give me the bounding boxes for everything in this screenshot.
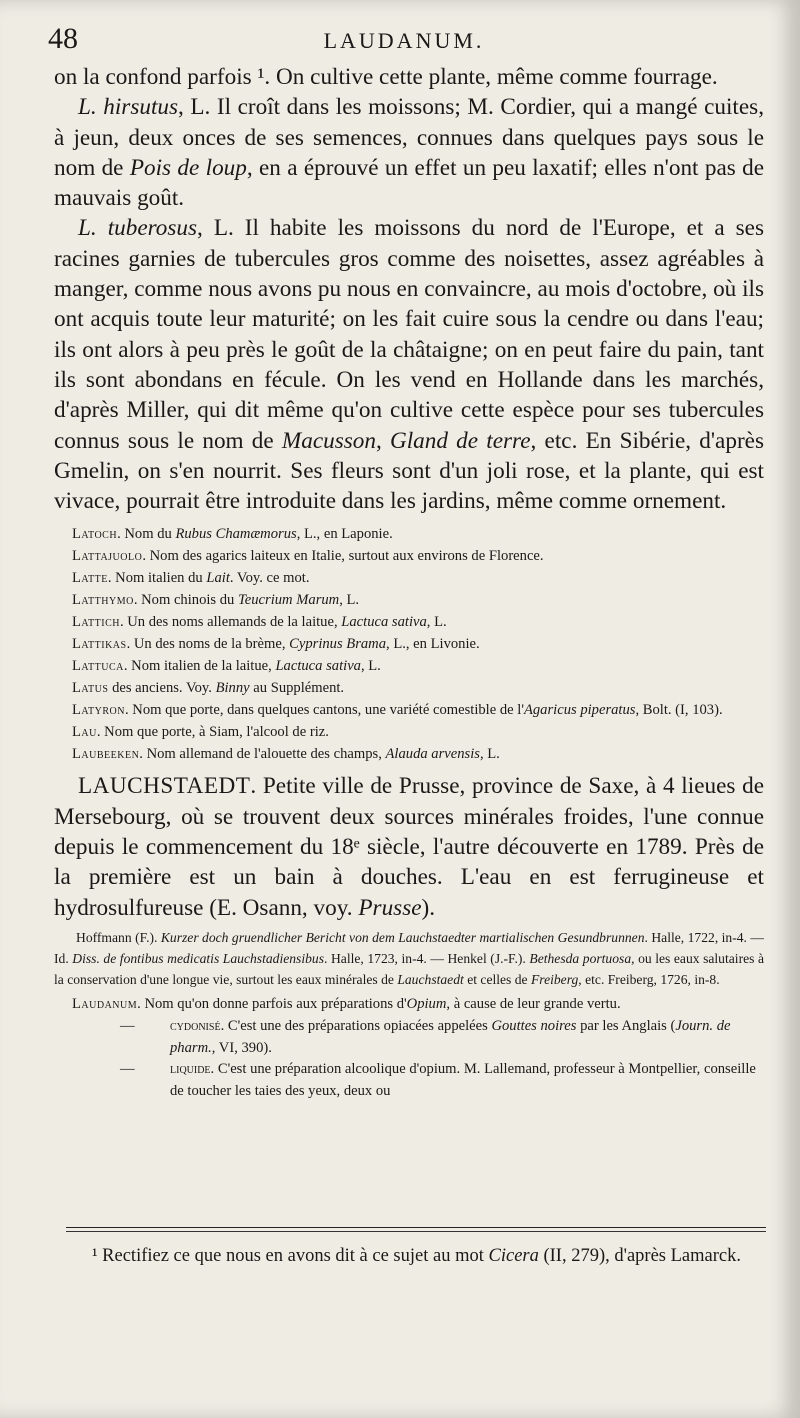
entry-italic: Cyprinus Brama (289, 635, 387, 652)
entry-hirsutus-name: L. hirsutus (78, 94, 178, 121)
entry-laudanum-text: . Nom qu'on donne parfois aux préparations d' (137, 995, 407, 1012)
page-number: 48 (48, 22, 78, 55)
entry-text: . Nom italien du (107, 570, 207, 587)
entry-text: . Nom que porte, dans quelques cantons, une variété comestible de l' (124, 701, 524, 718)
subentry-text: . C'est une des préparations opiacées appelées (220, 1017, 492, 1034)
entry-italic: Alauda arvensis (385, 745, 480, 762)
footnote-italic: Cicera (488, 1246, 539, 1266)
ref-text: et celles de (463, 971, 531, 987)
bibliography (54, 927, 764, 990)
footnote-text: ¹ Rectifiez ce que nous en avons dit à ce sujet au mot (92, 1246, 489, 1266)
entry-hirsutus-text2: , en a éprouvé un effet un peu laxatif; elles n'ont pas de mauvais goût. (54, 154, 764, 212)
ref-title: Bethesda portuosa (529, 950, 632, 966)
page-body (54, 62, 764, 1103)
small-entry (72, 590, 764, 612)
small-entry (72, 656, 764, 678)
entry-tuberosus-text2: , etc. En Sibérie, d'après Gmelin, on s'en nourrit. Ses fleurs sont d'un joli rose, et la plante, qui est vivace, pourrait être introduite dans les jardins, même comme ornement. (54, 427, 764, 515)
entry-headword: Lattajuolo (72, 548, 143, 565)
ref-title: Diss. de fontibus medicatis Lauchstadiensibus (72, 950, 325, 966)
footnote (66, 1242, 786, 1270)
ref-text: . Halle, 1723, in-4. — Henkel (J.-F.). (324, 950, 530, 966)
subentry-italic: Gouttes noires (491, 1017, 577, 1034)
entry-italic: Teucrium Marum (238, 592, 340, 609)
subentry-headword: liquide (170, 1061, 211, 1078)
entry-text-end: , L., en Laponie. (296, 526, 393, 543)
entry-text-end: , L. (360, 657, 381, 674)
small-entry (72, 524, 764, 546)
small-entry (72, 546, 764, 568)
ref-text: , ou les eaux salutaires à la conservation d'une longue vie, surtout les eaux minérales de (54, 950, 765, 987)
entry-laudanum-headword: Laudanum (72, 995, 138, 1012)
entry-tuberosus (54, 213, 764, 516)
small-entry (72, 678, 764, 700)
subentry-liquide (54, 1059, 764, 1102)
entry-italic: Lait (206, 570, 230, 587)
entry-text: . Un des noms de la brème, (126, 635, 290, 652)
small-entry (72, 744, 764, 766)
entry-hirsutus (54, 92, 764, 213)
entry-laudanum-italic: Opium (406, 995, 447, 1012)
subentry-headword: cydonisé (170, 1017, 221, 1034)
paragraph-continued: on la confond parfois ¹. On cultive cette plante, même comme fourrage. (54, 64, 718, 90)
subentry-italic2: Journ. de pharm. (170, 1017, 731, 1056)
entry-text: . Nom du (117, 526, 176, 543)
entry-lauchstaedt (54, 771, 764, 922)
entry-text: . Nom chinois du (133, 592, 238, 609)
ref-title: Freiberg (530, 971, 579, 987)
entry-text: des anciens. Voy. (108, 679, 216, 696)
entry-tuberosus-sep: , (375, 427, 390, 454)
small-entry (72, 568, 764, 590)
small-entry (72, 722, 764, 744)
entry-headword: Latte (72, 570, 108, 587)
entry-headword: Latus (72, 679, 109, 696)
entry-headword: Latthymo (72, 592, 134, 609)
entry-tuberosus-text: , L. Il habite les moissons du nord de l'Europe, et a ses racines garnies de tubercules gros comme des noisettes, assez agréables à manger, comme nous avons pu nous en convaincre, au mois d'octobre, où ils ont acquis toute leur maturité; on les fait cuire sous la cendre ou dans l'eau; ils ont alors à peu près le goût de la châtaigne; on en peut faire du pain, tant ils sont abondans en fécule. On les vend en Hollande dans les marchés, d'après Miller, qui dit même qu'on cultive cette espèce pour ses tubercules connus sous le nom de (54, 215, 764, 454)
entry-text: . Un des noms allemands de la laitue, (119, 614, 342, 631)
ref-text: . Halle, 1722, in-4. — Id. (54, 929, 764, 966)
ref-title: Kurzer doch gruendlicher Bericht von dem Lauchstaedter martialischen Gesundbrunnen (160, 929, 645, 945)
subentry-cydonise (54, 1016, 764, 1059)
entry-headword: Latyron (72, 701, 125, 718)
entry-laudanum-text-end: , à cause de leur grande vertu. (446, 995, 621, 1012)
entry-italic: Lactuca sativa (341, 614, 427, 631)
entry-lauchstaedt-end: ). (421, 894, 436, 921)
entry-italic: Lactuca sativa (275, 657, 361, 674)
entry-headword: Latoch (72, 526, 118, 543)
entry-headword: Lau (72, 723, 97, 740)
footnote-text-end: (II, 279), d'après Lamarck. (538, 1246, 741, 1266)
footnote-rule (66, 1227, 766, 1228)
entry-laudanum (72, 994, 764, 1016)
subentry-text2: par les Anglais ( (576, 1017, 676, 1034)
small-entry (72, 612, 764, 634)
entry-headword: Lattuca (72, 657, 124, 674)
entry-text-end: , Bolt. (I, 103). (635, 701, 723, 718)
entry-italic: Rubus Chamæmorus (175, 526, 297, 543)
entry-text: . Nom allemand de l'alouette des champs, (139, 745, 386, 762)
entry-lauchstaedt-term: Prusse (358, 894, 422, 921)
entry-italic: Agaricus piperatus (523, 701, 636, 718)
running-head: LAUDANUM. (323, 28, 485, 53)
subentry-dash: — (120, 1017, 135, 1034)
small-entry (72, 634, 764, 656)
subentry-text-end: , VI, 390). (211, 1039, 272, 1056)
footnote-rule-thin (66, 1231, 766, 1232)
entry-text-end: , L., en Livonie. (386, 635, 480, 652)
small-entry (72, 700, 764, 722)
entry-lauchstaedt-text: . Petite ville de Prusse, province de Saxe, à 4 lieues de Mersebourg, où se trouvent deux sources minérales froides, l'une connue depuis le commencement du 18ᵉ siècle, l'autre découverte en 1789. Près de la première est un bain à douches. L'eau en est ferrugineuse et hydrosulfureuse (E. Osann, voy. (54, 773, 764, 921)
entry-text: . Nom des agarics laiteux en Italie, surtout aux environs de Florence. (142, 548, 544, 565)
page-header (48, 22, 760, 62)
entry-headword: Laubeeken (72, 745, 140, 762)
entry-text-end: , L. (426, 614, 447, 631)
entry-lauchstaedt-headword: LAUCHSTAEDT (78, 773, 251, 800)
small-entries (54, 524, 764, 765)
subentry-text: . C'est une préparation alcoolique d'opium. M. Lallemand, professeur à Montpellier, conseille de toucher les taies des yeux, deux ou (170, 1061, 756, 1099)
entry-italic: Binny (215, 679, 250, 696)
ref-title: Lauchstaedt (397, 971, 464, 987)
entry-hirsutus-text: , L. Il croît dans les moissons; M. Cordier, qui a mangé cuites, à jeun, deux onces de ses semences, connues dans quelques pays sous le nom de (54, 94, 764, 181)
entry-headword: Lattikas (72, 635, 127, 652)
entry-text-end: . Voy. ce mot. (229, 570, 310, 587)
ref-text: , etc. Freiberg, 1726, in-8. (578, 971, 720, 987)
entry-text-end: , L. (479, 745, 500, 762)
entry-hirsutus-term: Pois de loup (129, 154, 247, 181)
entry-tuberosus-term2: Gland de terre (389, 427, 531, 454)
entry-text-end: au Supplément. (249, 679, 345, 696)
entry-headword: Lattich (72, 614, 120, 631)
entry-text: . Nom italien de la laitue, (123, 657, 276, 674)
entry-tuberosus-name: L. tuberosus (78, 215, 198, 242)
entry-tuberosus-term1: Macusson (281, 427, 376, 454)
ref-text: Hoffmann (F.). (76, 929, 161, 945)
entry-text: . Nom que porte, à Siam, l'alcool de riz. (96, 723, 329, 740)
subentry-dash: — (120, 1061, 135, 1078)
entry-text-end: , L. (339, 592, 360, 609)
